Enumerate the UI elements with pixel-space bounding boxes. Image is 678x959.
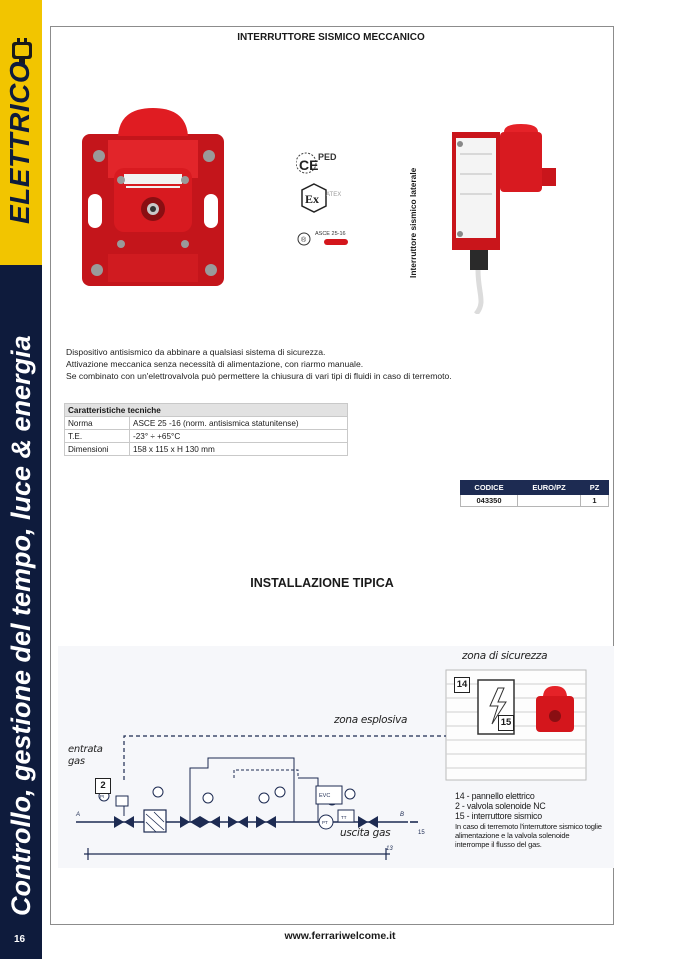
category-label: ELETTRICO xyxy=(4,60,35,224)
ex-mark: Ex xyxy=(305,192,320,206)
label-pi: PI xyxy=(100,794,105,799)
price-table xyxy=(460,480,609,507)
label-evc: EVC xyxy=(319,793,331,799)
ped-mark: PED xyxy=(318,152,337,162)
description-line: Attivazione meccanica senza necessità di alimentazione, con riarmo manuale. xyxy=(66,359,364,369)
label-15: 15 xyxy=(418,830,425,836)
product-title: INTERRUTTORE SISMICO MECCANICO xyxy=(237,32,425,43)
table-row xyxy=(65,430,348,443)
spec-value: -23° ÷ +65°C xyxy=(130,430,348,443)
label-pt: PT xyxy=(322,820,328,825)
table-row xyxy=(65,443,348,456)
spec-value: ASCE 25 -16 (norm. antisismica statunitense) xyxy=(130,417,348,430)
spec-value: 158 x 115 x H 130 mm xyxy=(130,443,348,456)
legend-item: 14 - pannello elettrico xyxy=(455,791,535,801)
label-a: A xyxy=(76,812,81,818)
table-row xyxy=(461,495,609,507)
spec-label: Norma xyxy=(65,417,130,430)
svg-text:®: ® xyxy=(301,237,307,244)
atex-mark: ATEX xyxy=(326,192,342,198)
product-qty: 1 xyxy=(581,495,609,507)
installation-legend xyxy=(455,791,605,849)
marker-2: 2 xyxy=(95,778,111,794)
side-view-label: Interruttore sismico laterale xyxy=(408,167,418,278)
marker-14: 14 xyxy=(454,677,470,693)
table-row xyxy=(65,417,348,430)
sidebar xyxy=(0,0,42,959)
footer-website: www.ferrariwelcome.it xyxy=(284,930,396,942)
specs-table xyxy=(64,403,348,456)
label-b: B xyxy=(400,812,405,818)
product-side-image xyxy=(440,124,562,314)
zone-explosive-label: zona esplosiva xyxy=(334,714,408,726)
product-price xyxy=(518,495,581,507)
ce-mark: CE xyxy=(299,157,319,173)
product-description xyxy=(66,346,452,382)
section-label: Controllo, gestione del tempo, luce & energia xyxy=(6,335,36,916)
product-front-image xyxy=(78,104,228,296)
spec-label: Dimensioni xyxy=(65,443,130,456)
spec-label: T.E. xyxy=(65,430,130,443)
certification-logos xyxy=(296,150,366,252)
price-header-qty: PZ xyxy=(581,481,609,495)
legend-note: In caso di terremoto l'interruttore sismico toglie alimentazione e la valvola solenoide interrompe il flusso del gas. xyxy=(455,822,602,849)
gas-in-label: entrata gas xyxy=(68,744,103,767)
description-line: Se combinato con un'elettrovalvola può permettere la chiusura di vari tipi di fluidi in caso di terremoto. xyxy=(66,371,452,381)
zone-safe-label: zona di sicurezza xyxy=(462,650,548,662)
legend-item: 15 - interruttore sismico xyxy=(455,811,542,821)
installation-title: INSTALLAZIONE TIPICA xyxy=(250,576,394,590)
marker-15: 15 xyxy=(498,715,514,731)
price-header-euro: EURO/PZ xyxy=(518,481,581,495)
gas-out-label: uscita gas xyxy=(340,827,391,839)
specs-header: Caratteristiche tecniche xyxy=(65,404,348,417)
price-header-code: CODICE xyxy=(461,481,518,495)
page-number: 16 xyxy=(14,934,26,945)
product-code: 043350 xyxy=(461,495,518,507)
label-13: 13 xyxy=(386,846,393,852)
legend-item: 2 - valvola solenoide NC xyxy=(455,801,546,811)
description-line: Dispositivo antisismico da abbinare a qualsiasi sistema di sicurezza. xyxy=(66,347,326,357)
asce-mark: ASCE 25-16 xyxy=(315,231,346,237)
label-tt: TT xyxy=(341,815,347,820)
